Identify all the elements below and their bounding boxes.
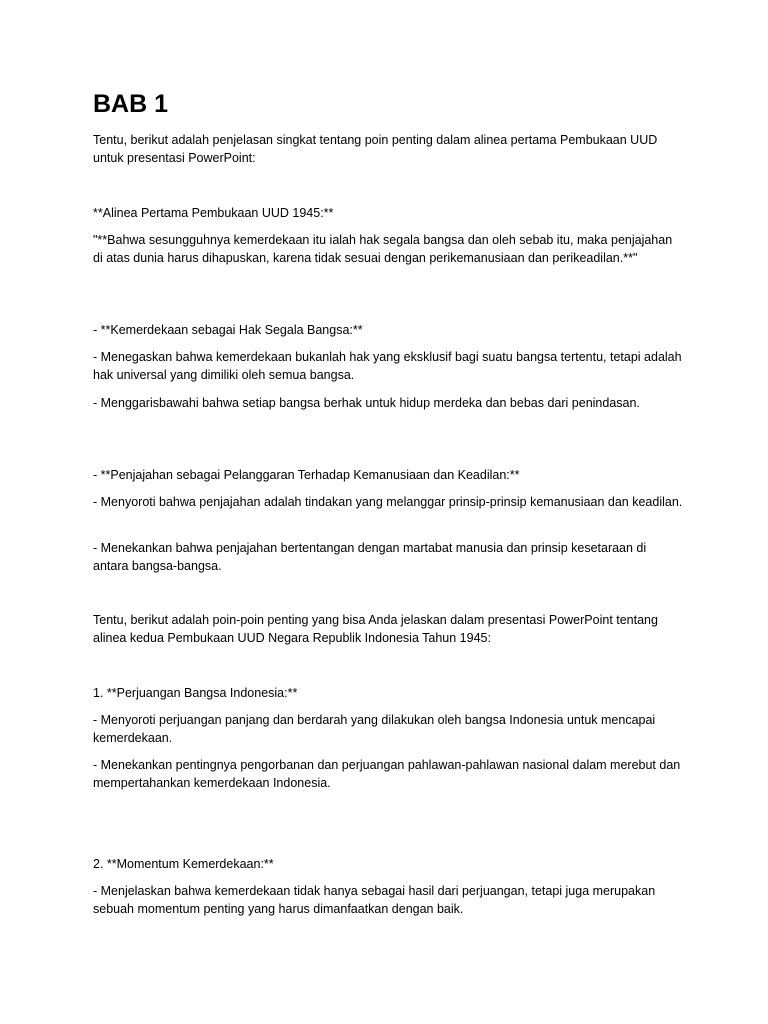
numbered-heading-2: 2. **Momentum Kemerdekaan:**: [93, 857, 274, 871]
point-detail-1a: - Menegaskan bahwa kemerdekaan bukanlah hak yang eksklusif bagi suatu bangsa tertentu, tetapi adalah hak universal yang dimiliki oleh semua bangsa.: [93, 350, 682, 382]
intro-paragraph-1: Tentu, berikut adalah penjelasan singkat tentang poin penting dalam alinea pertama Pembukaan UUD untuk presentasi PowerPoint:: [93, 133, 658, 165]
point-heading-2: - **Penjajahan sebagai Pelanggaran Terhadap Kemanusiaan dan Keadilan:**: [93, 468, 520, 482]
point-detail-2a: - Menyoroti bahwa penjajahan adalah tindakan yang melanggar prinsip-prinsip kemanusiaan dan keadilan.: [93, 495, 683, 509]
numbered-heading-1: 1. **Perjuangan Bangsa Indonesia:**: [93, 686, 298, 700]
intro-paragraph-2: Tentu, berikut adalah poin-poin penting yang bisa Anda jelaskan dalam presentasi PowerPoint tentang alinea kedua Pembukaan UUD Negara Republik Indonesia Tahun 1945:: [93, 613, 658, 645]
numbered-detail-1b: - Menekankan pentingnya pengorbanan dan perjuangan pahlawan-pahlawan nasional dalam merebut dan mempertahankan kemerdekaan Indonesia.: [93, 758, 681, 790]
point-detail-2b: - Menekankan bahwa penjajahan bertentangan dengan martabat manusia dan prinsip kesetaraan di antara bangsa-bangsa.: [93, 541, 647, 573]
chapter-heading: BAB 1: [93, 90, 169, 118]
point-detail-1b: - Menggarisbawahi bahwa setiap bangsa berhak untuk hidup merdeka dan bebas dari penindasan.: [93, 396, 640, 410]
point-heading-1: - **Kemerdekaan sebagai Hak Segala Bangsa:**: [93, 323, 363, 337]
numbered-detail-2a: - Menjelaskan bahwa kemerdekaan tidak hanya sebagai hasil dari perjuangan, tetapi juga merupakan sebuah momentum penting yang harus dimanfaatkan dengan baik.: [93, 884, 656, 916]
quote-paragraph: "**Bahwa sesungguhnya kemerdekaan itu ialah hak segala bangsa dan oleh sebab itu, maka penjajahan di atas dunia harus dihapuskan, karena tidak sesuai dengan perikemanusiaan dan perikeadilan.**": [93, 233, 673, 265]
subheading-alinea-pertama: **Alinea Pertama Pembukaan UUD 1945:**: [93, 206, 334, 220]
numbered-detail-1a: - Menyoroti perjuangan panjang dan berdarah yang dilakukan oleh bangsa Indonesia untuk mencapai kemerdekaan.: [93, 713, 656, 745]
